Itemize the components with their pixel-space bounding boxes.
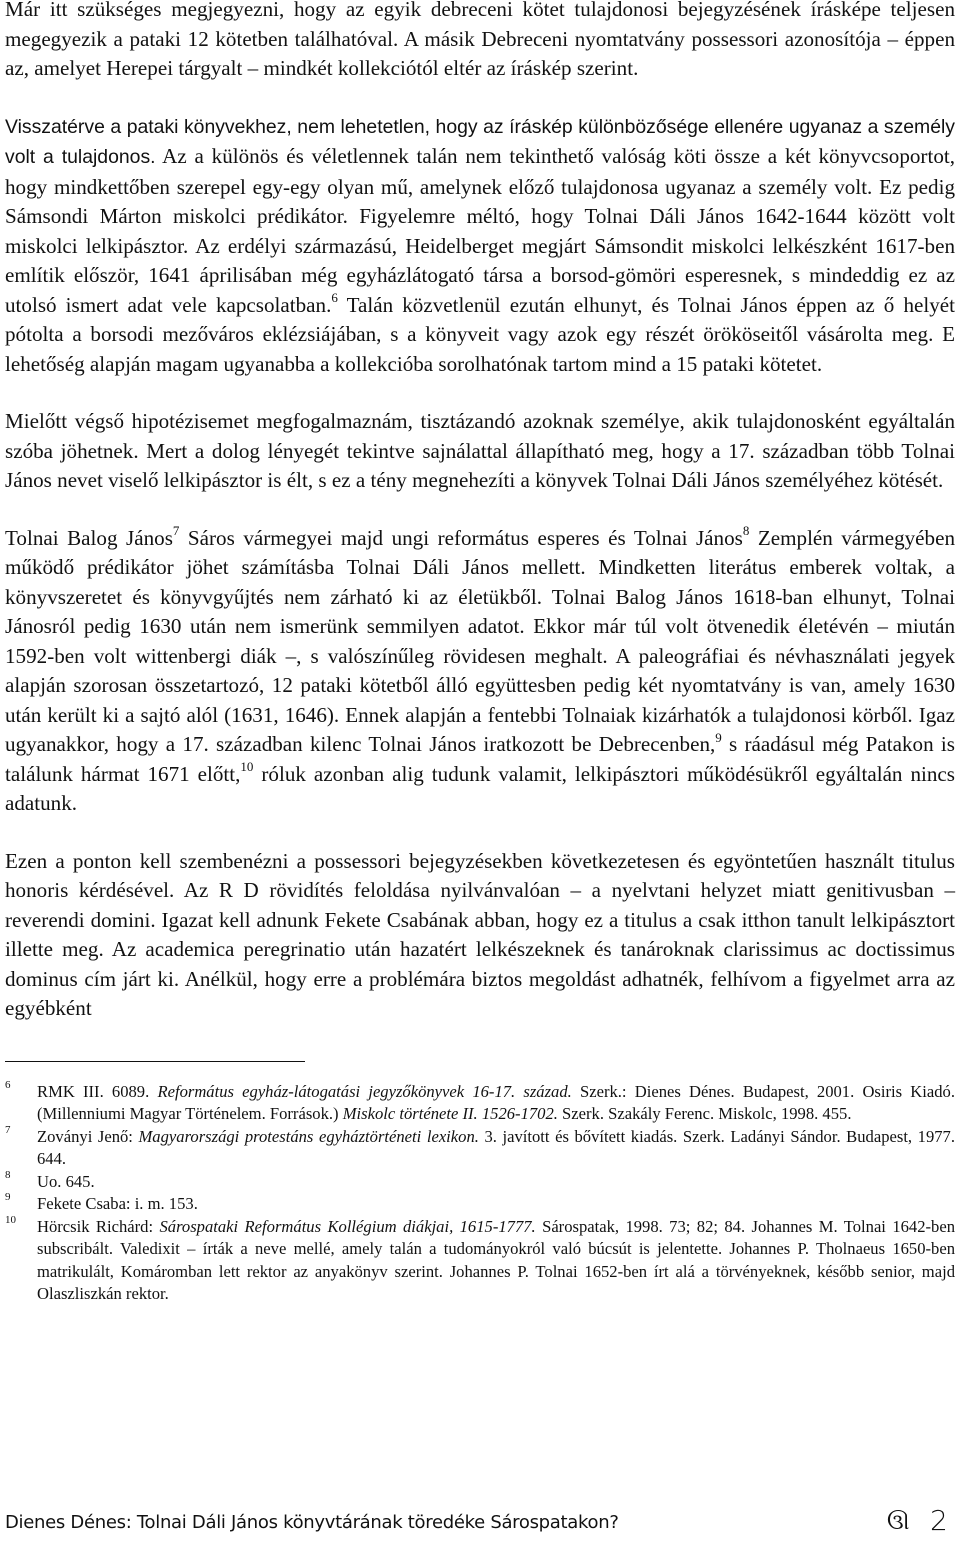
footnote-10-title: Sárospataki Református Kollégium diákjai, 1615-1777.: [159, 1216, 536, 1236]
footnote-ref-6[interactable]: 6: [331, 290, 338, 306]
footnote-separator: [5, 1061, 305, 1062]
footnote-6-text: RMK III. 6089.: [37, 1081, 158, 1101]
footnote-8: [5, 1168, 955, 1194]
paragraph-4-e: róluk azonban alig tudunk valamit, lelkipásztori működésükről egyáltalán nincs adatunk.: [5, 761, 955, 815]
footnote-ref-8[interactable]: 8: [742, 523, 750, 539]
page-footer: [5, 1504, 955, 1538]
footnote-number-10: 10: [5, 1213, 16, 1226]
footnote-8-text: Uo. 645.: [37, 1171, 95, 1191]
ornament-icon: ઊ: [887, 1510, 910, 1535]
footnote-7-text: Zoványi Jenő:: [37, 1126, 139, 1146]
footnote-9-text: Fekete Csaba: i. m. 153.: [37, 1194, 198, 1213]
footnote-ref-9[interactable]: 9: [715, 729, 722, 745]
footnote-6-title-2: Miskolc története II. 1526-1702.: [342, 1104, 558, 1123]
footnote-ref-10[interactable]: 10: [240, 759, 254, 775]
paragraph-1: Már itt szükséges megjegyezni, hogy az egyik debreceni kötet tulajdonosi bejegyzésének írásképe teljesen megegyezik a pataki 12 kötetben találhatóval. A másik Debreceni nyomtatvány possessori azonosítója – éppen az, amelyet Herepei tárgyalt – mindkét kollekciótól eltér az íráskép szerint.: [5, 0, 955, 80]
paragraph-2: [5, 112, 955, 380]
footnote-9: [5, 1193, 955, 1216]
footnotes: [5, 1078, 955, 1306]
paragraph-4-b: Sáros vármegyei majd ungi református esperes és Tolnai János: [179, 525, 743, 550]
footnote-6-text-2: Szerk.: Dienes Dénes. Budapest, 2001. Osiris Kiadó. (Millenniumi Magyar Történelem. Források.): [37, 1081, 955, 1123]
running-footer-title: Dienes Dénes: Tolnai Dáli János könyvtárának töredéke Sárospatakon?: [5, 1512, 619, 1533]
footnote-7-title: Magyarországi protestáns egyháztörténeti lexikon.: [138, 1126, 479, 1146]
footnote-7: [5, 1123, 955, 1171]
footnote-10-text: Hörcsik Richárd:: [37, 1216, 160, 1236]
footnote-number-9: 9: [5, 1191, 11, 1204]
paragraph-4: [5, 524, 955, 819]
footnote-ref-7[interactable]: 7: [172, 523, 180, 539]
footnote-10-text-2: Sárospatak, 1998. 73; 82; 84. Johannes M. Tolnai 1642-ben subscribált. Valedixit – írták a neve mellé, amely talán a tudományokról való búcsút is jelentette. Johannes P. Tholnaeus 1650-ben matrikulált, Komáromban lett rektor az anyakönyv szerint. Johannes P. Tolnai 1652-ben írt alá a törvényeknek, később senior, majd Olaszliszkán rektor.: [37, 1216, 955, 1303]
paragraph-2-tail: Talán közvetlenül ezután elhunyt, és Tolnai János éppen az ő helyét pótolta a borsodi mezőváros eklézsiájában, s a könyveit vagy azok egy részét örököseitől vásárolta meg. E lehetőség alapján magam ugyanabba a kollekcióba sorolhatónak tartom mind a 15 pataki kötetet.: [5, 292, 955, 376]
footnote-6-title-1: Református egyház-látogatási jegyzőkönyvek 16-17. század.: [157, 1081, 572, 1101]
paragraph-5: Ezen a ponton kell szembenézni a possessori bejegyzésekben következetesen és egyöntetűen használt titulus honoris kérdésével. Az R D rövidítés feloldása nyilvánvalóan – a nyelvtani helyzet miatt genitivusban – reverendi domini. Igazat kell adnunk Fekete Csabának abban, hogy ez a titulus a csak itthon tanult lelkipásztort illette meg. Az academica peregrinatio után hazatért lelkészeknek és tanároknak clarissimus ac doctissimus dominus cím járt ki. Anélkül, hogy erre a problémára biztos megoldást adhatnék, felhívom a figyelmet arra az egyébként: [5, 848, 955, 1020]
page-number: 2: [930, 1504, 948, 1537]
footnote-number-6: 6: [5, 1078, 11, 1091]
document-page: [5, 0, 955, 1306]
footnote-number-7: 7: [5, 1123, 11, 1136]
paragraph-2-sans-sentence: Visszatérve a pataki könyvekhez, nem lehetetlen, hogy az íráskép különbözősége ellenére ugyanaz a személy volt a tulajdonos.: [5, 115, 955, 168]
footnote-number-8: 8: [5, 1168, 11, 1181]
footnote-10: [5, 1213, 955, 1306]
paragraph-4-a: Tolnai Balog János: [5, 525, 173, 550]
paragraph-4-c: Zemplén vármegyében működő prédikátor jöhet számításba Tolnai Dáli János mellett. Mindketten literátus emberek voltak, a könyvszeretet és könyvgyűjtés nem zárható ki az életükből. Tolnai Balog János 1618-ban elhunyt, Tolnai Jánosról pedig 1630 után nem ismerünk semmilyen adatot. Ekkor már túl volt ötvenedik életévén – miután 1592-ben volt wittenbergi diák –, s valószínűleg rövidesen meghalt. A paleográfiai és névhasználati jegyek alapján szorosan összetartozó, 12 pataki kötetből álló együttesben pedig két nyomtatvány is van, amely 1630 után került ki a sajtó alól (1631, 1646). Ennek alapján a fentebbi Tolnaiak kizárhatók a tulajdonosi körből. Igaz ugyanakkor, hogy a 17. században kilenc Tolnai János iratkozott be Debrecenben,: [5, 525, 955, 756]
footnote-7-text-2: 3. javított és bővített kiadás. Szerk. Ladányi Sándor. Budapest, 1977. 644.: [37, 1126, 955, 1168]
footnote-6: [5, 1078, 955, 1126]
paragraph-4-d: s ráadásul még Patakon is találunk hármat 1671 előtt,: [5, 732, 955, 786]
paragraph-2-text: Az a különös és véletlennek talán nem tekinthető valóság köti össze a két könyvcsoportot, hogy mindkettőben szerepel egy-egy olyan mű, amelynek előző tulajdonosa ugyanaz a személy volt. Ez pedig Sámsondi Márton miskolci prédikátor. Figyelemre méltó, hogy Tolnai Dáli János 1642-1644 között volt miskolci lelkipásztor. Az erdélyi származású, Heidelberget megjárt Sámsondit miskolci lelkészként 1617-ben említik először, 1641 áprilisában még egyházlátogató társa a borsod-gömöri esperesnek, s mindeddig ez az utolsó ismert adat vele kapcsolatban.: [5, 144, 955, 317]
paragraph-3: Mielőtt végső hipotézisemet megfogalmaznám, tisztázandó azoknak személye, akik tulajdonosként egyáltalán szóba jöhetnek. Mert a dolog lényegét tekintve sajnálattal állapítható meg, hogy a 17. században több Tolnai János nevet viselő lelkipásztor is élt, s ez a tény megnehezíti a könyvek Tolnai Dáli János személyéhez kötését.: [5, 409, 955, 492]
footnote-6-text-3: Szerk. Szakály Ferenc. Miskolc, 1998. 455.: [557, 1104, 852, 1123]
